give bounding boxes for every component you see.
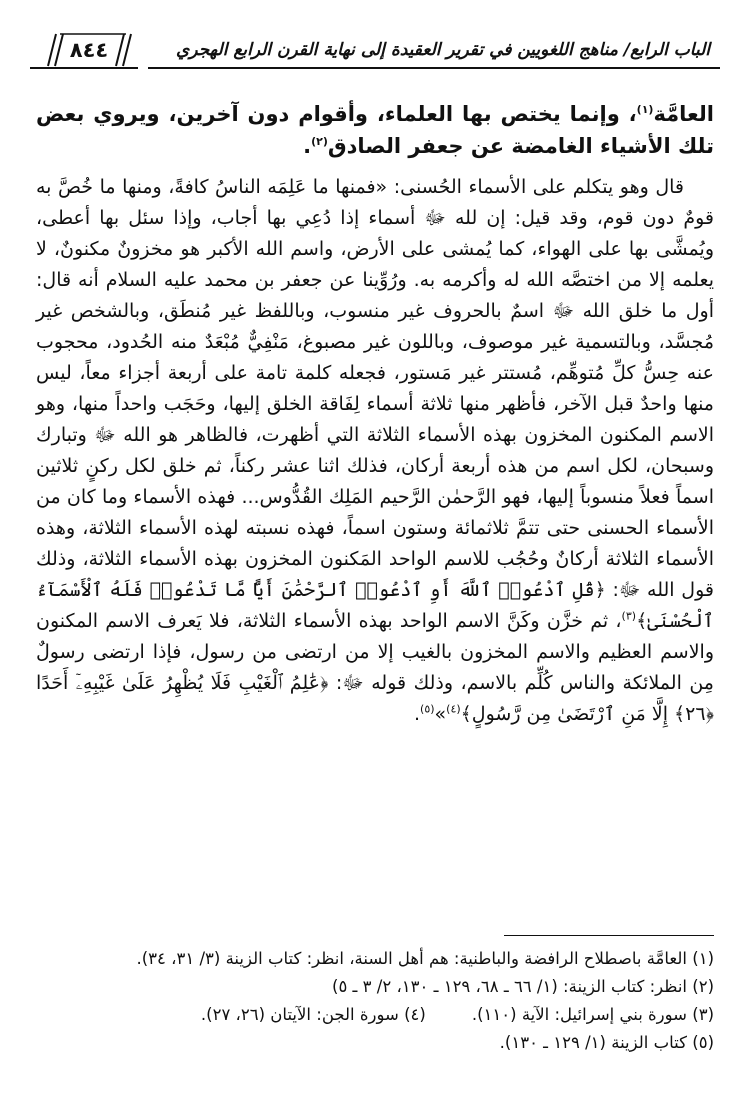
footnote-2: (٢) انظر: كتاب الزينة: (١/ ٦٦ ـ ٦٨، ١٢٩ ـ ١٣٠، ٢/ ٣ ـ ٥)	[332, 977, 714, 996]
footnote-ref-5: (٥)	[420, 702, 435, 716]
footnote-separator	[504, 935, 714, 936]
running-header	[30, 30, 720, 70]
main-text-4: .	[413, 703, 421, 725]
chapter-title: الباب الرابع/ مناهج اللغويين في تقرير العقيدة إلى نهاية القرن الرابع الهجري	[176, 40, 710, 60]
footnote-ref-1: (١)	[636, 103, 654, 116]
page-number: ٨٤٤	[69, 38, 109, 62]
footnotes	[36, 945, 714, 1057]
header-rule	[148, 67, 720, 69]
footnote-1: (١) العامَّة باصطلاح الرافضة والباطنية: هم أهل السنة، انظر: كتاب الزينة (٣/ ٣١، ٣٤).	[136, 949, 714, 968]
quran-verse-1: ﴿قُلِ ٱدْعُوا۟ ٱللَّهَ أَوِ ٱدْعُوا۟ ٱلرَّحْمَٰنَ أَيًّا مَّا تَدْعُوا۟ فَلَهُ ٱلْأَسْمَآءُ ٱلْحُسْنَىٰ﴾	[36, 579, 714, 632]
footnote-5: (٥) كتاب الزينة (١/ ١٢٩ ـ ١٣٠).	[499, 1033, 714, 1052]
footnote-row-3-4	[36, 1001, 714, 1029]
main-text-3: »	[434, 703, 447, 725]
footnote-3: (٣) سورة بني إسرائيل: الآية (١١٠).	[471, 1005, 714, 1024]
main-text-1: قال وهو يتكلم على الأسماء الحُسنى: «فمنها ما عَلِمَه الناسُ كافةً، ومنها ما خُصَّ به قومٌ دون قوم، وقد قيل: إن لله ﷻ أسماء إذا دُعِي بها أجاب، وإذا سئل بها أعطى، ويُمشَّى بها على الهواء، كما يُمشى على الأرض، واسم الله الأكبر هو مخزونٌ مكنونٌ، لا يعلمه إلا من اختصَّه الله له وأكرمه به. ورُوِّينا عن جعفر بن محمد عليه السلام أنه قال: أول ما خلق الله ﷻ اسمٌ بالحروف غير منسوب، وباللفظ غير مُنطَق، وبالشخص غير مُجسَّد، وبالتسمية غير موصوف، وباللون غير مصبوغ، مَنْفِيٌّ مُبْعَدٌ منه الحُدود، محجوب عنه حِسُّ كلِّ مُتوهِّم، مُستتر غير مَستور، فجعله كلمة تامة على أربعة أجزاء معاً، ليس منها واحدٌ قبل الآخر، فأظهر منها ثلاثة أسماء لِفَاقة الخلق إليها، وحَجَب واحداً منها، وهو الاسم المكنون المخزون بهذه الأسماء الثلاثة التي أظهرت، فالظاهر هو الله ﷻ وتبارك وسبحان، لكل اسم من هذه أربعة أركان، فذلك اثنا عشر ركناً، ثم خلق لكل ركنٍ ثلاثين اسماً فعلاً منسوباً إليها، فهو الرَّحمٰن الرَّحيم المَلِك القُدُّوس... فهذه الأسماء وما كان من الأسماء الحسنى حتى تتمَّ ثلاثمائة وستون اسماً، فهذه نسبته لهذه الأسماء الثلاثة، وهذه الأسماء الثلاثة أركانٌ وحُجُب للاسم الواحد المَكنون المخزون بهذه الأسماء الثلاثة، وذلك قول الله ﷻ:	[36, 176, 714, 601]
lead-paragraph	[36, 98, 714, 162]
footnote-ref-3: (٣)	[621, 609, 637, 623]
main-paragraph	[36, 172, 714, 730]
footnote-ref-2: (٢)	[311, 135, 328, 148]
lead-text-3: .	[303, 134, 312, 158]
quran-verse-2: ﴿عَٰلِمُ ٱلْغَيْبِ فَلَا يُظْهِرُ عَلَىٰ غَيْبِهِۦٓ أَحَدًا ﴿٢٦﴾ إِلَّا مَنِ ٱرْتَضَىٰ مِن رَّسُولٍ﴾	[36, 672, 714, 725]
main-text-2: ، ثم خزَّن وكَنَّ الاسم الواحد بهذه الأسماء الثلاثة، فلا يَعرف الاسم المكنون والاسم العظيم والاسم المخزون بالغيب إلا من ارتضى من رسول، فإذا ارتضى رسولٌ مِن الملائكة والناس كُلِّم بالاسم، وذلك قوله ﷻ:	[36, 610, 714, 694]
main-text	[36, 98, 714, 730]
footnote-4: (٤) سورة الجن: الآيتان (٢٦، ٢٧).	[200, 1005, 426, 1024]
lead-text-2: ، وإنما يختص بها العلماء، وأقوام دون آخرين، ويروي بعض تلك الأشياء الغامضة عن جعفر الصادق	[36, 102, 714, 158]
footnote-ref-4: (٤)	[446, 702, 461, 716]
page-number-box	[30, 30, 148, 70]
lead-text-1: العامَّة	[653, 102, 714, 126]
